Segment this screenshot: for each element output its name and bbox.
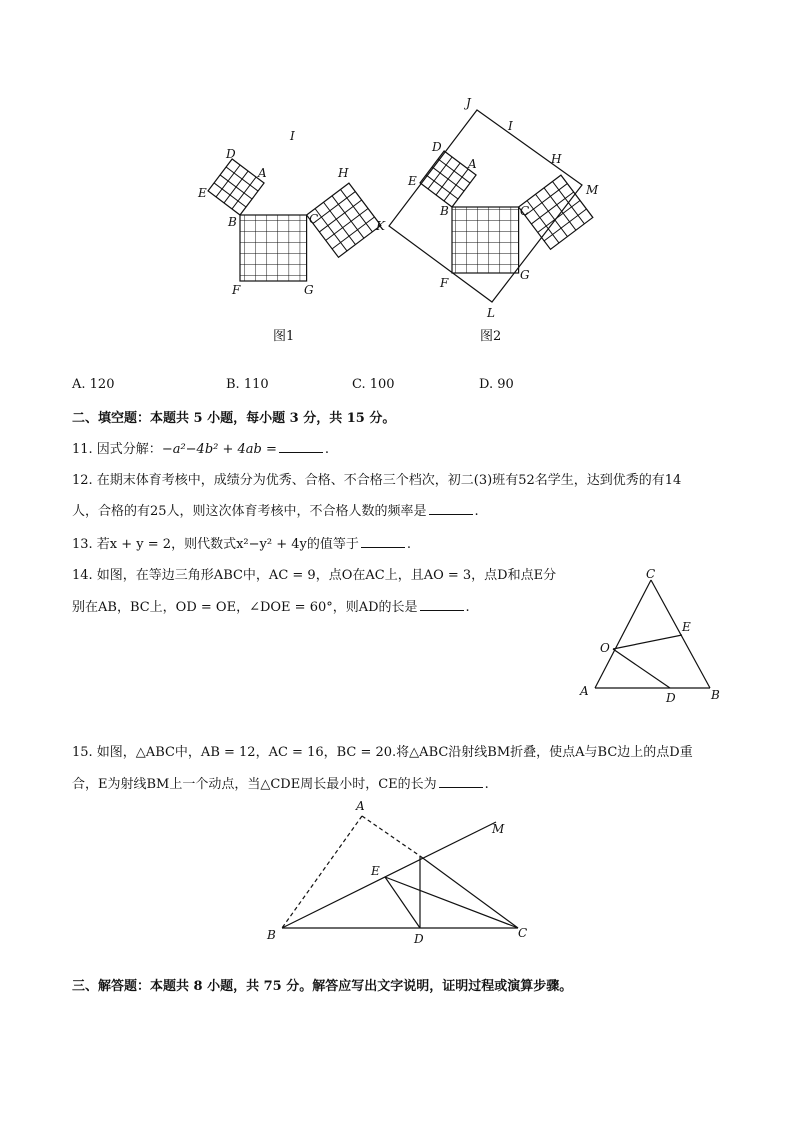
fig2-label-L: L [487, 306, 495, 320]
q15-blank [439, 775, 483, 788]
q15-label-D: D [414, 932, 424, 946]
pythagoras-figures [0, 0, 794, 360]
q13-suffix: . [406, 537, 411, 552]
fig2-label-C: C [520, 204, 530, 218]
q14-triangle-figure [570, 560, 730, 710]
fig2-caption: 图2 [480, 329, 502, 344]
question-13 [72, 535, 411, 554]
q15-fold-figure [250, 795, 550, 955]
fig2-label-K: K [376, 219, 385, 233]
question-14-line1: 14. 如图，在等边三角形ABC中，AC = 9，点O在AC上，且AO = 3，点D和点E分 [72, 568, 557, 583]
fig1-caption: 图1 [273, 329, 295, 344]
q14-label-O: O [600, 641, 610, 655]
figure-2 [375, 96, 599, 344]
fig1-label-G: G [304, 283, 314, 297]
fig1-label-D: D [226, 147, 236, 161]
fig1-label-B: B [228, 215, 237, 229]
fig2-label-D: D [432, 140, 442, 154]
option-a: A. 120 [72, 377, 115, 392]
fig2-label-F: F [440, 276, 449, 290]
q15-suffix: . [484, 777, 489, 792]
section3-heading: 三、解答题：本题共 8 小题，共 75 分。解答应写出文字说明，证明过程或演算步骤。 [72, 979, 573, 994]
q14-label-D: D [666, 691, 676, 705]
question-11 [72, 440, 329, 459]
q14-label-E: E [682, 620, 691, 634]
q12-suffix: . [474, 504, 479, 519]
q15-label-C: C [518, 926, 528, 940]
fig1-label-C: C [309, 212, 319, 226]
q12-line2-text: 人，合格的有25人，则这次体育考核中，不合格人数的频率是 [72, 504, 427, 519]
fig2-label-G: G [520, 268, 530, 282]
fig2-label-B: B [440, 204, 449, 218]
q15-label-E: E [371, 864, 380, 878]
q14-label-A: A [580, 684, 589, 698]
fig1-label-F: F [232, 283, 241, 297]
q13-blank [361, 535, 405, 548]
section2-heading: 二、填空题：本题共 5 小题，每小题 3 分，共 15 分。 [72, 411, 396, 426]
fig1-label-A: A [258, 166, 267, 180]
option-b: B. 110 [226, 377, 269, 392]
q11-blank [279, 440, 323, 453]
q14-label-C: C [646, 567, 656, 581]
question-12-line1: 12. 在期末体育考核中，成绩分为优秀、合格、不合格三个档次，初二(3)班有52名学生，达到优秀的有14 [72, 473, 682, 488]
q14-suffix: . [465, 600, 470, 615]
fig2-label-M: M [586, 183, 599, 197]
fig1-label-E: E [198, 186, 207, 200]
q15-line2-text: 合，E为射线BM上一个动点，当△CDE周长最小时，CE的长为 [72, 777, 437, 792]
q14-line2-text: 别在AB，BC上，OD = OE，∠DOE = 60°，则AD的长是 [72, 600, 418, 615]
fig2-label-I: I [508, 119, 513, 133]
q15-label-B: B [267, 928, 276, 942]
question-15-line2 [72, 775, 489, 794]
option-d: D. 90 [479, 377, 514, 392]
q15-label-M: M [492, 822, 505, 836]
fig2-label-J: J [466, 96, 471, 110]
q13-text: 13. 若x + y = 2，则代数式x²−y² + 4y的值等于 [72, 537, 359, 552]
fig2-label-E: E [408, 174, 417, 188]
q14-blank [420, 598, 464, 611]
fig2-label-H: H [551, 152, 562, 166]
q12-blank [429, 502, 473, 515]
q11-prefix: 11. 因式分解： [72, 442, 162, 457]
q15-label-A: A [356, 799, 365, 813]
fig1-label-I: I [290, 129, 295, 143]
fig1-label-H: H [338, 166, 349, 180]
question-14-line2 [72, 598, 470, 617]
q11-expr: −a²−4b² + 4ab = [161, 442, 277, 457]
question-15-line1: 15. 如图，△ABC中，AB = 12，AC = 16，BC = 20.将△ABC沿射线BM折叠，使点A与BC边上的点D重 [72, 745, 693, 760]
q14-label-B: B [711, 688, 720, 702]
fig2-label-A: A [468, 157, 477, 171]
q11-suffix: . [324, 442, 330, 457]
figure-1 [197, 129, 381, 344]
question-12-line2 [72, 502, 479, 521]
option-c: C. 100 [352, 377, 395, 392]
